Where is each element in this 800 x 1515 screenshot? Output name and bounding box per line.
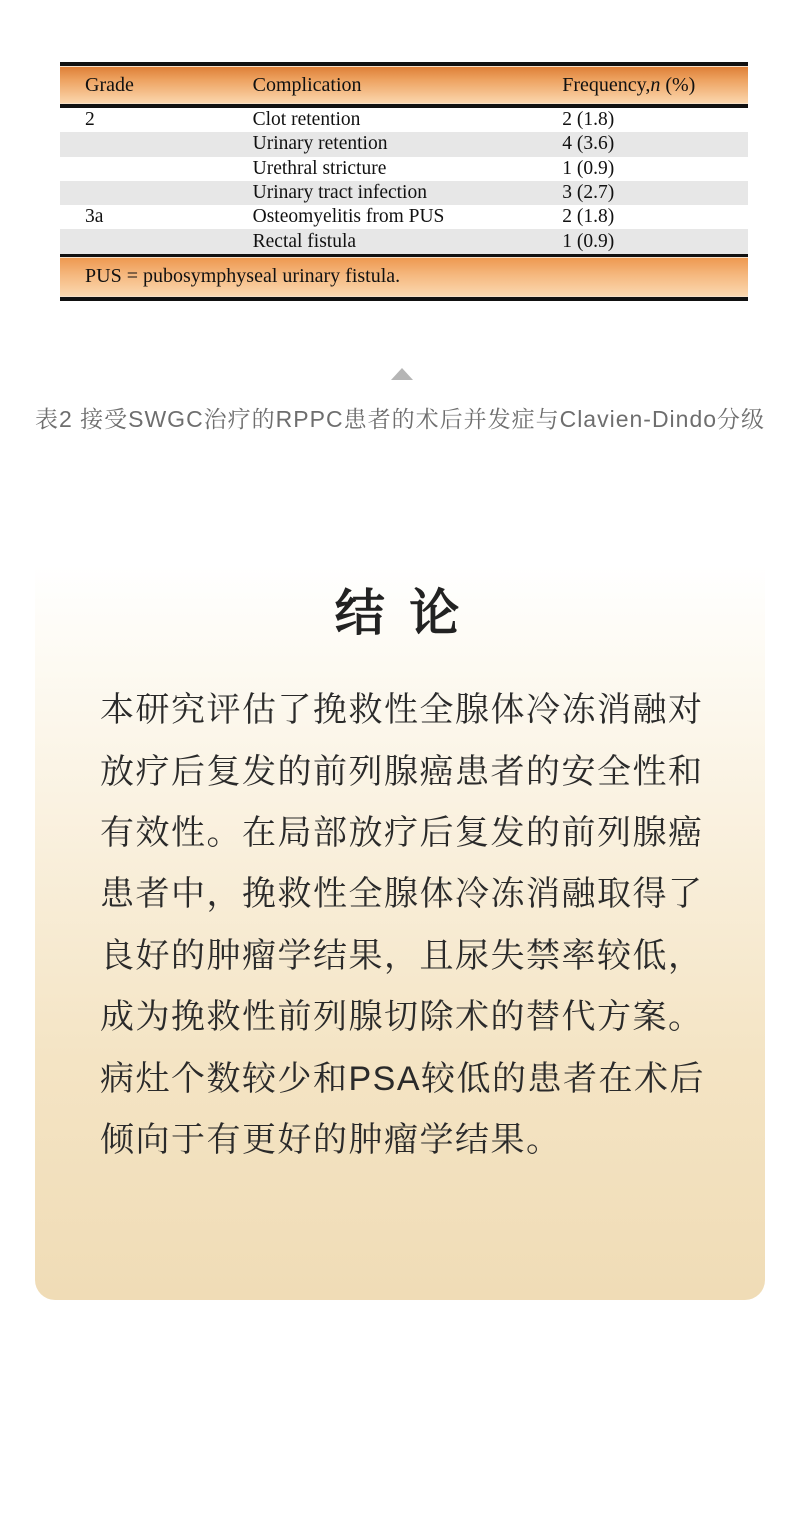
cell-frequency: 1 (0.9) bbox=[562, 230, 615, 252]
cell-frequency: 3 (2.7) bbox=[562, 182, 615, 204]
cell-complication: Urethral stricture bbox=[252, 157, 387, 179]
header-frequency-suffix: (%) bbox=[660, 73, 696, 96]
cell-complication: Rectal fistula bbox=[252, 230, 357, 252]
conclusion-line: 良好的肿瘤学结果，且尿失禁率较低， bbox=[100, 936, 704, 975]
header-frequency-prefix: Frequency, bbox=[562, 73, 651, 96]
table-bottom-border bbox=[60, 297, 748, 301]
cell-frequency: 2 (1.8) bbox=[562, 109, 615, 131]
complications-table bbox=[60, 62, 748, 301]
conclusion-line: 放疗后复发的前列腺癌患者的安全性和 bbox=[100, 752, 704, 791]
cell-complication: Urinary retention bbox=[252, 133, 388, 155]
conclusion-line: 有效性。在局部放疗后复发的前列腺癌 bbox=[100, 813, 704, 852]
header-frequency-n: n bbox=[650, 73, 661, 96]
table-caption: 表2 接受SWGC治疗的RPPC患者的术后并发症与Clavien-Dindo分级 bbox=[34, 406, 766, 432]
header-complication: Complication bbox=[252, 73, 362, 96]
table-row bbox=[60, 132, 748, 156]
table-row bbox=[60, 229, 748, 253]
conclusion-line: 患者中，挽救性全腺体冷冻消融取得了 bbox=[100, 875, 704, 914]
cell-complication: Clot retention bbox=[252, 109, 361, 131]
table-body bbox=[60, 108, 748, 254]
cell-grade: 3a bbox=[85, 206, 104, 228]
table-row bbox=[60, 108, 748, 132]
conclusion-line: 成为挽救性前列腺切除术的替代方案。 bbox=[100, 998, 704, 1037]
conclusion-body bbox=[100, 676, 712, 1167]
table-row bbox=[60, 181, 748, 205]
cell-frequency: 2 (1.8) bbox=[562, 206, 615, 228]
table-row bbox=[60, 157, 748, 181]
conclusion-title: 结 论 bbox=[334, 585, 466, 641]
conclusion-line: 病灶个数较少和PSA较低的患者在术后 bbox=[100, 1059, 706, 1098]
cell-complication: Osteomyelitis from PUS bbox=[252, 206, 445, 228]
cell-grade: 2 bbox=[85, 109, 95, 131]
header-grade: Grade bbox=[85, 73, 134, 96]
cell-complication: Urinary tract infection bbox=[252, 182, 427, 204]
cell-frequency: 4 (3.6) bbox=[562, 133, 615, 155]
conclusion-line: 倾向于有更好的肿瘤学结果。 bbox=[100, 1120, 562, 1159]
collapse-triangle-icon[interactable] bbox=[391, 368, 413, 380]
cell-frequency: 1 (0.9) bbox=[562, 157, 615, 179]
table-row bbox=[60, 205, 748, 229]
conclusion-line: 本研究评估了挽救性全腺体冷冻消融对 bbox=[100, 691, 704, 730]
table-header-row bbox=[60, 66, 748, 104]
table-footnote: PUS = pubosymphyseal urinary fistula. bbox=[85, 265, 401, 288]
header-frequency bbox=[562, 74, 748, 97]
table-footnote-row bbox=[60, 257, 748, 297]
